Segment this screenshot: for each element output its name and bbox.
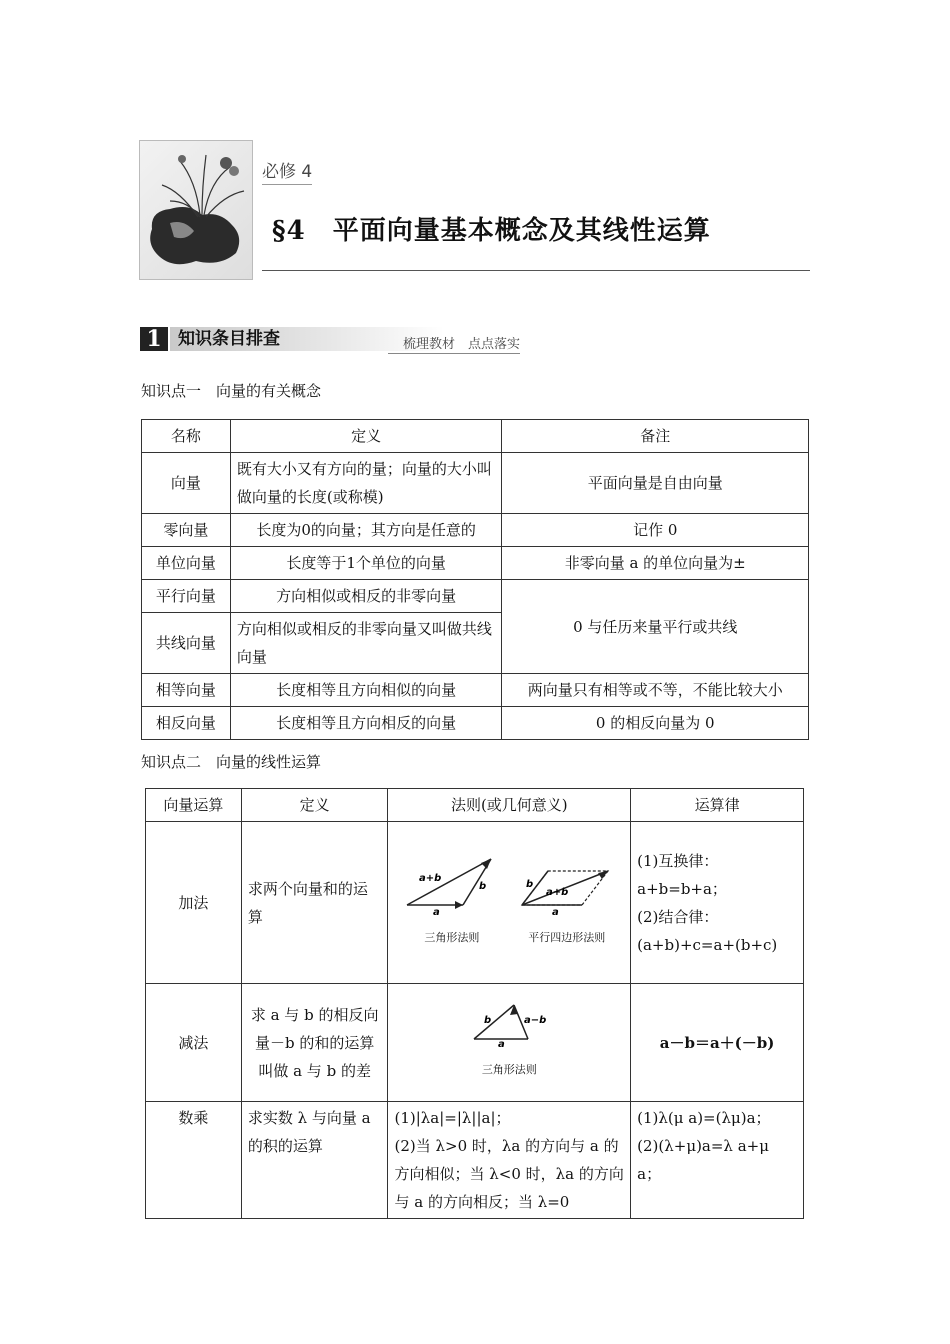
- concept-table: [141, 419, 809, 740]
- operation-table: [145, 788, 804, 1219]
- header-cell: 备注: [502, 420, 809, 453]
- label-b: b: [484, 1015, 492, 1026]
- header-cell: 向量运算: [146, 789, 242, 822]
- table-row: [146, 984, 804, 1102]
- label-a-plus-b: a+b: [418, 873, 442, 884]
- op-name: 减法: [146, 984, 242, 1102]
- subtraction-caption: 三角形法则: [481, 1063, 537, 1076]
- concept-def: 长度相等且方向相反的向量: [230, 707, 502, 740]
- concept-def: 长度相等且方向相似的向量: [230, 674, 502, 707]
- header-subtitle: 必修 4: [262, 157, 312, 185]
- label-a: a: [498, 1039, 506, 1047]
- label-a: a: [432, 907, 440, 915]
- header-divider: [262, 270, 810, 271]
- op-rule-figures: [388, 822, 631, 984]
- table-row: [146, 1102, 804, 1219]
- concept-name: 单位向量: [142, 547, 231, 580]
- rule-magnitude: (1)|λa|=|λ||a|；: [394, 1109, 511, 1127]
- header-illustration: [139, 140, 253, 280]
- triangle-rule-figure: [397, 853, 507, 952]
- law-associative: (2)结合律：(a+b)+c=a+(b+c): [637, 907, 778, 954]
- concept-def: 既有大小又有方向的量；向量的大小叫做向量的长度(或称模): [230, 453, 502, 514]
- concept-name: 向量: [142, 453, 231, 514]
- op-name: 加法: [146, 822, 242, 984]
- section-label: 知识条目排查: [170, 327, 444, 351]
- kp2-title: 知识点二 向量的线性运算: [141, 753, 322, 771]
- label-b: b: [478, 881, 487, 892]
- law-commutative: (1)互换律：a+b=b+a；: [637, 851, 727, 898]
- subtraction-triangle-figure: [464, 1001, 554, 1084]
- op-def: 求 a 与 b 的相反向量－b 的和的运算叫做 a 与 b 的差: [241, 984, 388, 1102]
- label-a-plus-b: a+b: [545, 887, 568, 898]
- table-row: [142, 514, 809, 547]
- concept-note: 记作 0: [502, 514, 809, 547]
- concept-name: 相等向量: [142, 674, 231, 707]
- concept-note: 0 的相反向量为 0: [502, 707, 809, 740]
- table-row: [142, 707, 809, 740]
- table-row: [142, 580, 809, 613]
- concept-name: 零向量: [142, 514, 231, 547]
- header-cell: 定义: [230, 420, 502, 453]
- header-cell: 定义: [241, 789, 388, 822]
- concept-def: 方向相似或相反的非零向量又叫做共线向量: [230, 613, 502, 674]
- label-b: b: [525, 879, 533, 890]
- concept-def: 长度等于1个单位的向量: [230, 547, 502, 580]
- op-laws: [631, 1102, 804, 1219]
- concept-def: 方向相似或相反的非零向量: [230, 580, 502, 613]
- concept-note: 非零向量 a 的单位向量为±: [502, 547, 809, 580]
- concept-note: 两向量只有相等或不等，不能比较大小: [502, 674, 809, 707]
- table-row: [142, 674, 809, 707]
- header-cell: 运算律: [631, 789, 804, 822]
- concept-note: 0 与任历来量平行或共线: [502, 580, 809, 674]
- label-a: a: [551, 907, 559, 915]
- section-tag: 梳理教材 点点落实: [388, 333, 520, 354]
- parallelogram-rule-figure: [512, 865, 622, 952]
- triangle-rule-caption: 三角形法则: [424, 931, 480, 944]
- table-header-row: [142, 420, 809, 453]
- op-laws: [631, 822, 804, 984]
- op-def: 求实数 λ 与向量 a 的积的运算: [241, 1102, 388, 1219]
- page-title: §4 平面向量基本概念及其线性运算: [272, 216, 711, 246]
- op-name: 数乘: [146, 1102, 242, 1219]
- table-header-row: [146, 789, 804, 822]
- section-banner: [140, 327, 520, 353]
- concept-note: 平面向量是自由向量: [502, 453, 809, 514]
- section-number: 1: [140, 327, 168, 351]
- concept-name: 平行向量: [142, 580, 231, 613]
- concept-def: 长度为0的向量；其方向是任意的: [230, 514, 502, 547]
- kp1-title: 知识点一 向量的有关概念: [141, 382, 322, 400]
- parallelogram-rule-caption: 平行四边形法则: [528, 931, 606, 944]
- table-row: [142, 453, 809, 514]
- op-rule-figures: [388, 984, 631, 1102]
- header-cell: 法则(或几何意义): [388, 789, 631, 822]
- label-a-minus-b: a−b: [524, 1015, 547, 1026]
- concept-name: 共线向量: [142, 613, 231, 674]
- table-row: [142, 547, 809, 580]
- op-rules: [388, 1102, 631, 1219]
- header-cell: 名称: [142, 420, 231, 453]
- rule-direction: (2)当 λ>0 时，λa 的方向与 a 的方向相似；当 λ<0 时，λa 的方向与 a 的方向相反；当 λ=0: [394, 1137, 624, 1211]
- law-distrib-scalar: (2)(λ+μ)a=λ a+μ a；: [637, 1137, 769, 1183]
- table-row: [146, 822, 804, 984]
- op-law: a－b＝a＋(－b): [631, 984, 804, 1102]
- law-assoc-scalar: (1)λ(μ a)=(λμ)a；: [637, 1109, 771, 1127]
- op-def: 求两个向量和的运算: [241, 822, 388, 984]
- concept-name: 相反向量: [142, 707, 231, 740]
